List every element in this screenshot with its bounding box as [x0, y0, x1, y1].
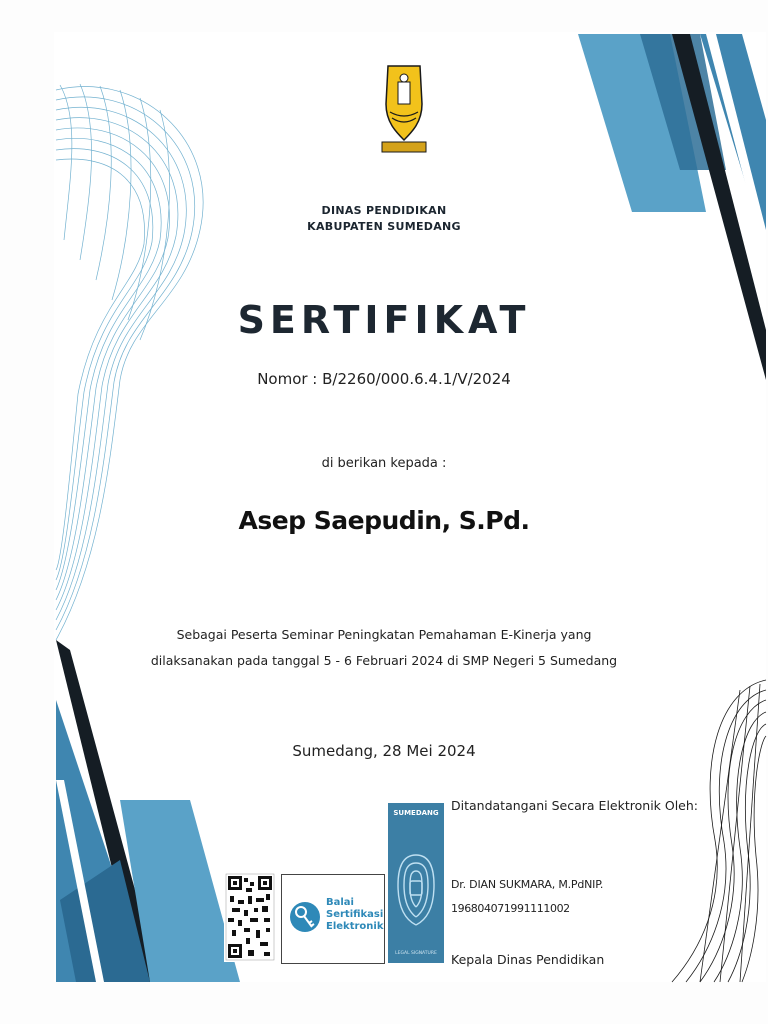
signed-by-label: Ditandatangani Secara Elektronik Oleh: [451, 798, 699, 813]
fingerprint-seal-icon [394, 845, 438, 935]
digital-signature-seal [388, 803, 444, 963]
description-line-2: dilaksanakan pada tanggal 5 - 6 Februari 2024 di SMP Negeri 5 Sumedang [150, 653, 618, 668]
certificate-description [0, 622, 768, 674]
agency-line-1: DINAS PENDIDIKAN [321, 204, 447, 217]
wave-mesh-decoration [56, 84, 203, 640]
agency-line-2: KABUPATEN SUMEDANG [307, 220, 461, 233]
seal-bottom-label: LEGAL SIGNATURE [395, 951, 437, 956]
description-line-1: Sebagai Peserta Seminar Peningkatan Pemahaman E-Kinerja yang [176, 627, 592, 642]
given-to-label: di berikan kepada : [321, 456, 447, 471]
kabupaten-sumedang-crest-icon [380, 64, 428, 156]
certificate-number: Nomor : B/2260/000.6.4.1/V/2024 [257, 370, 511, 388]
bsre-key-logo-icon [288, 897, 322, 937]
recipient-name: Asep Saepudin, S.Pd. [238, 506, 530, 535]
bsre-line-1: Balai [326, 897, 354, 908]
place-and-date: Sumedang, 28 Mei 2024 [292, 742, 476, 760]
certificate-title: SERTIFIKAT [237, 298, 531, 342]
seal-top-label: SUMEDANG [393, 809, 439, 817]
bottom-left-stripes-decoration [56, 640, 240, 982]
bsre-text [326, 897, 383, 933]
signer-role: Kepala Dinas Pendidikan [451, 952, 605, 967]
qr-code-icon[interactable] [224, 872, 276, 962]
bsre-line-3: Elektronik [326, 921, 384, 932]
signer-nip: 196804071991111002 [451, 902, 570, 915]
signer-name: Dr. DIAN SUKMARA, M.PdNIP. [451, 878, 604, 891]
bsre-logo [281, 874, 385, 964]
bsre-line-2: Sertifikasi [326, 909, 384, 920]
bottom-right-mesh-decoration [672, 680, 766, 982]
agency-name [0, 203, 768, 235]
